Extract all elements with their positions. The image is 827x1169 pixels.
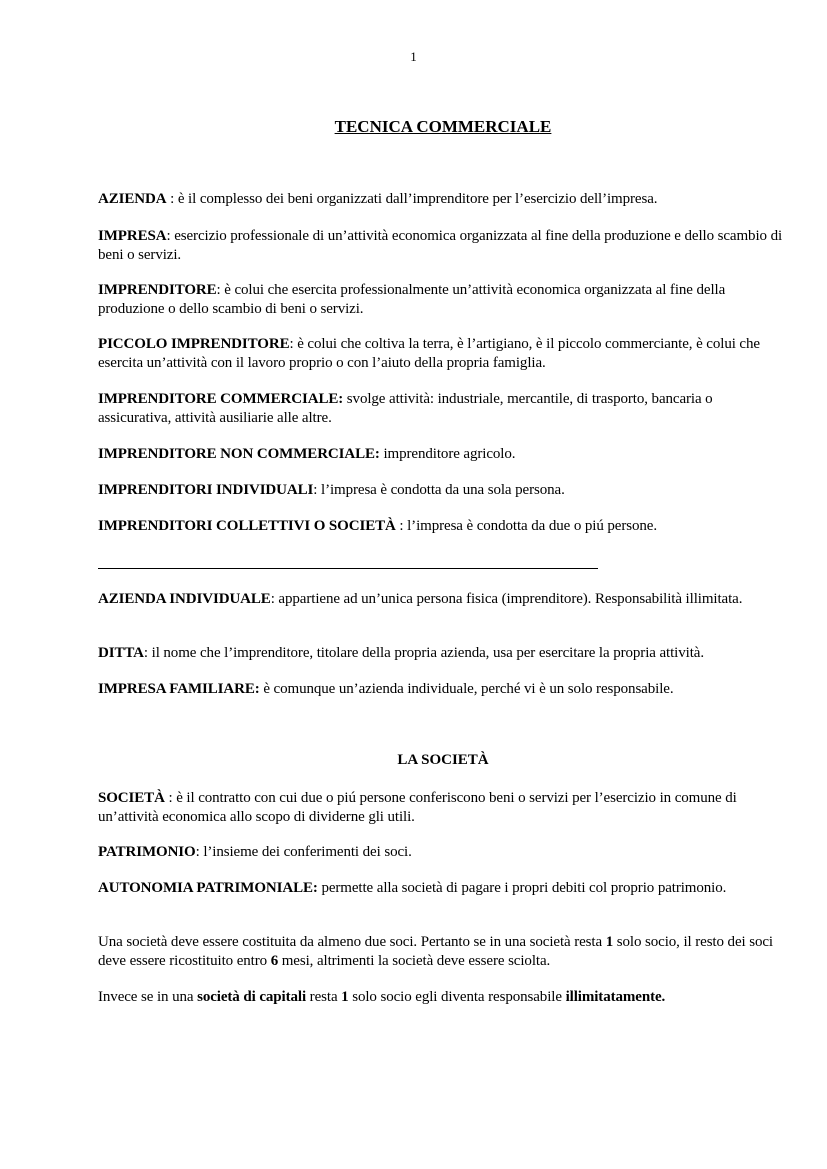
bold-term: IMPRENDITORE NON COMMERCIALE: bbox=[98, 446, 380, 462]
paragraph bbox=[98, 190, 788, 209]
paragraph bbox=[98, 481, 788, 500]
document-title: TECNICA COMMERCIALE bbox=[334, 117, 552, 136]
page-number: 1 bbox=[410, 49, 417, 64]
bold-term: PATRIMONIO bbox=[98, 844, 196, 860]
text-run: : l’insieme dei conferimenti dei soci. bbox=[195, 844, 412, 860]
bold-term: società di capitali bbox=[197, 989, 307, 1005]
bold-term: SOCIETÀ bbox=[98, 790, 165, 806]
paragraph bbox=[98, 879, 788, 898]
paragraph bbox=[98, 335, 788, 373]
bold-term: IMPRESA FAMILIARE: bbox=[98, 681, 260, 697]
text-run: solo socio, il resto dei soci deve essere ricostituito entro bbox=[98, 934, 773, 969]
text-run: : esercizio professionale di un’attività economica organizzata al fine della produzione e dello scambio di beni o servizi. bbox=[98, 228, 783, 263]
paragraph bbox=[98, 680, 788, 699]
paragraph bbox=[98, 445, 788, 464]
text-run: : è colui che esercita professionalmente un’attività economica organizzata al fine della produzione o dello scambio di beni o servizi. bbox=[98, 282, 726, 317]
paragraph bbox=[98, 644, 788, 663]
paragraph bbox=[98, 590, 788, 609]
paragraph bbox=[98, 843, 788, 862]
text-run: : è il complesso dei beni organizzati dall’imprenditore per l’esercizio dell’impresa. bbox=[166, 191, 658, 207]
bold-term: IMPRENDITORI COLLETTIVI O SOCIETÀ bbox=[98, 518, 396, 534]
bold-term: 6 bbox=[270, 953, 279, 969]
paragraph bbox=[98, 390, 788, 428]
horizontal-divider bbox=[98, 568, 598, 569]
text-run: è comunque un’azienda individuale, perché vi è un solo responsabile. bbox=[259, 681, 674, 697]
bold-term: AZIENDA bbox=[98, 191, 167, 207]
bold-term: IMPRENDITORE bbox=[98, 282, 217, 298]
text-run: solo socio egli diventa responsabile bbox=[348, 989, 566, 1005]
bold-term: AUTONOMIA PATRIMONIALE: bbox=[98, 880, 318, 896]
paragraph bbox=[98, 227, 788, 265]
text-run: Una società deve essere costituita da almeno due soci. Pertanto se in una società resta bbox=[98, 934, 606, 950]
bold-term: PICCOLO IMPRENDITORE bbox=[98, 336, 290, 352]
text-run: : appartiene ad un’unica persona fisica (imprenditore). Responsabilità illimitata. bbox=[270, 591, 743, 607]
text-run: permette alla società di pagare i propri debiti col proprio patrimonio. bbox=[317, 880, 727, 896]
text-run: Invece se in una bbox=[98, 989, 198, 1005]
text-run: svolge attività: industriale, mercantile, di trasporto, bancaria o assicurativa, attività ausiliarie alle altre. bbox=[98, 391, 713, 426]
paragraph bbox=[98, 517, 788, 536]
text-run: imprenditore agricolo. bbox=[379, 446, 516, 462]
text-run: : è il contratto con cui due o piú persone conferiscono beni o servizi per l’esercizio in comune di un’attività economica allo scopo di dividerne gli utili. bbox=[98, 790, 737, 825]
bold-term: illimitatamente. bbox=[565, 989, 666, 1005]
paragraph bbox=[98, 281, 788, 319]
section-heading: LA SOCIETÀ bbox=[397, 752, 489, 768]
paragraph bbox=[98, 933, 788, 971]
bold-term: AZIENDA INDIVIDUALE bbox=[98, 591, 271, 607]
text-run: : è colui che coltiva la terra, è l’artigiano, è il piccolo commerciante, è colui che esercita un’attività con il lavoro proprio o con l’aiuto della propria famiglia. bbox=[98, 336, 760, 371]
bold-term: 1 bbox=[341, 989, 349, 1005]
bold-term: 1 bbox=[605, 934, 614, 950]
bold-term: DITTA bbox=[98, 645, 144, 661]
bold-term: IMPRENDITORI INDIVIDUALI bbox=[98, 482, 314, 498]
text-run: mesi, altrimenti la società deve essere sciolta. bbox=[278, 953, 551, 969]
text-run: : il nome che l’imprenditore, titolare della propria azienda, usa per esercitare la propria attività. bbox=[143, 645, 704, 661]
paragraph bbox=[98, 988, 788, 1007]
bold-term: IMPRENDITORE COMMERCIALE: bbox=[98, 391, 344, 407]
paragraph bbox=[98, 789, 788, 827]
bold-term: IMPRESA bbox=[98, 228, 167, 244]
text-run: : l’impresa è condotta da una sola persona. bbox=[313, 482, 565, 498]
text-run: resta bbox=[306, 989, 342, 1005]
text-run: : l’impresa è condotta da due o piú persone. bbox=[395, 518, 658, 534]
